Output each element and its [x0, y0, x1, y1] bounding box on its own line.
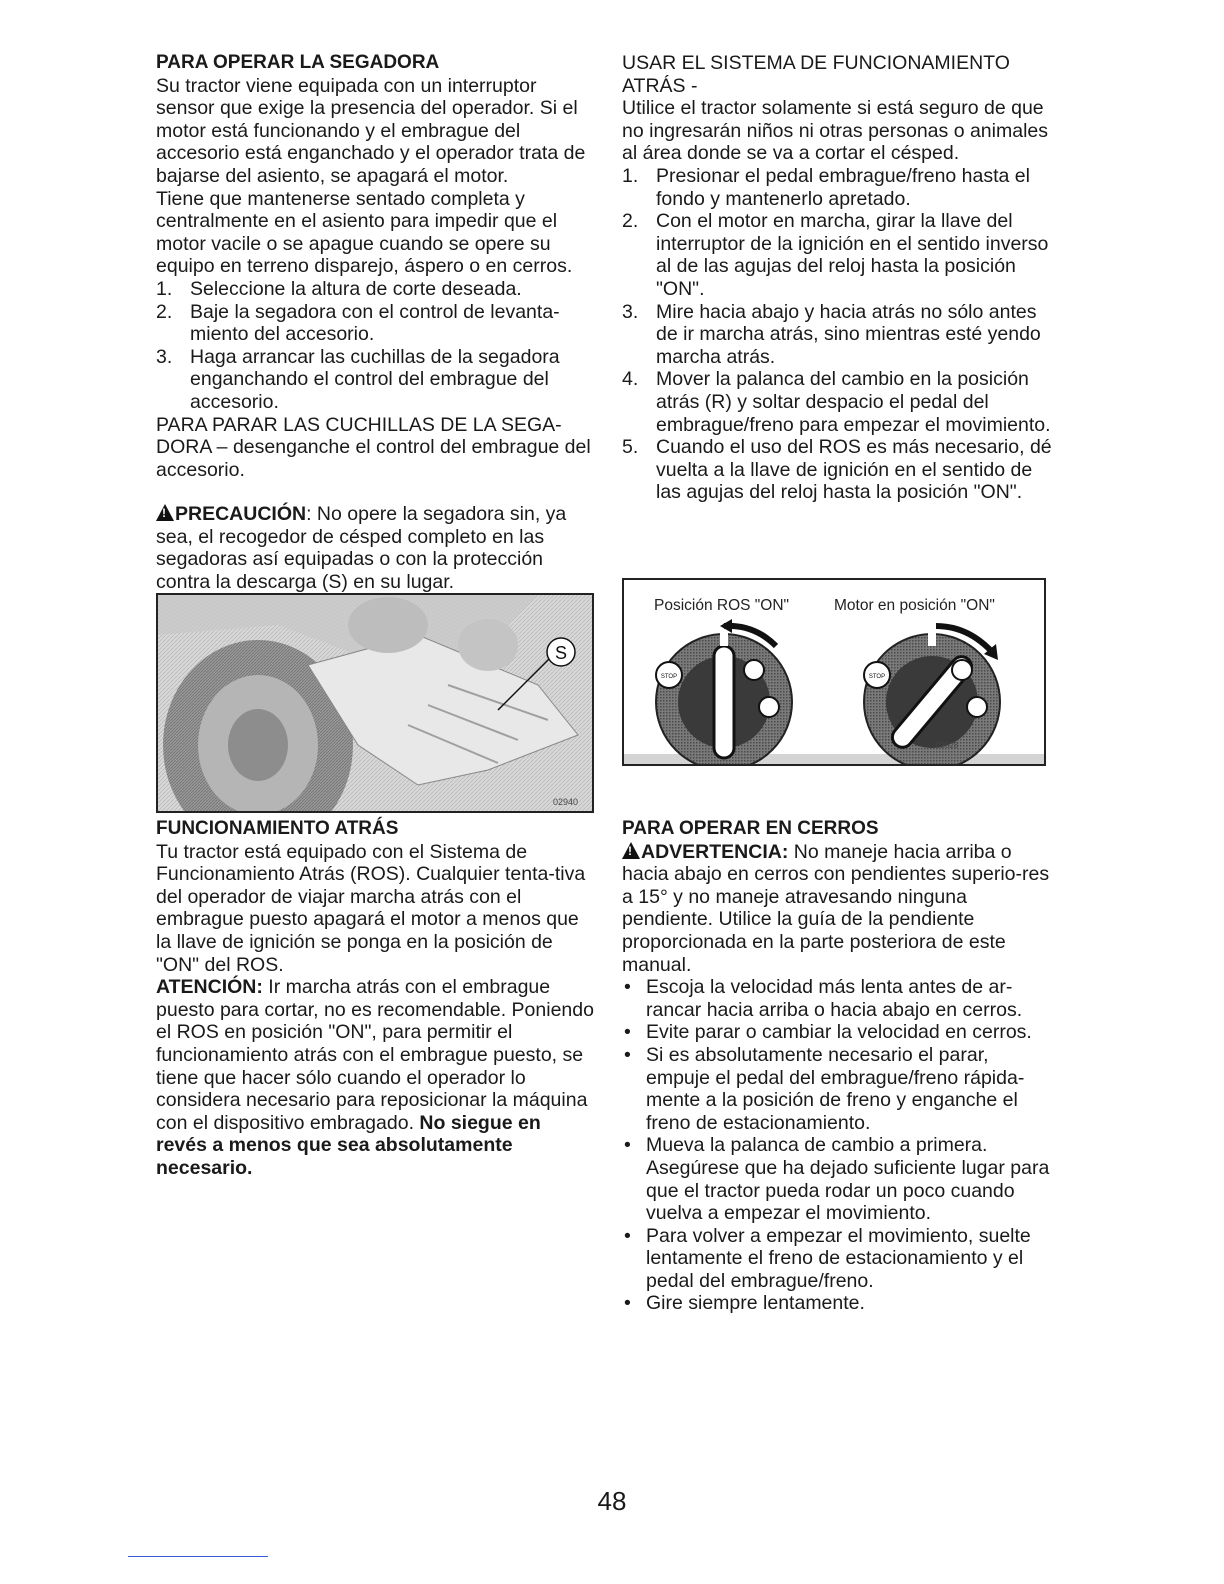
figure-ignition-positions [622, 578, 1046, 766]
ros-intro: Utilice el tractor solamente si está seguro de que no ingresarán niños ni otras personas o animales al área donde se va a cortar el césped. [622, 97, 1049, 165]
figure-discharge-guard [156, 593, 594, 813]
list-item: • Si es absolutamente necesario el parar, empuje el pedal del embrague/freno rápida-mente a la posición de freno y enganche el freno de estacionamiento. [622, 1044, 1054, 1134]
list-item: 4. Mover la palanca del cambio en la posición atrás (R) y soltar despacio el pedal del embrague/freno para empezar el movimiento. [622, 368, 1051, 436]
callout-s: S [554, 643, 568, 663]
left-column [156, 52, 596, 594]
attention-text: Ir marcha atrás con el embrague puesto para cortar, no es recomendable. Poniendo el ROS en posición "ON", para permitir el funcionamiento atrás con el embrague puesto, se tiene que hacer sólo cuando el operador lo considera necesario para reposicionar la máquina con el dispositivo embragado. [156, 976, 594, 1134]
warning-label: ADVERTENCIA: [641, 840, 789, 863]
stop-label-2: STOP [868, 674, 886, 680]
page-number: 48 [597, 1486, 627, 1516]
list-item: • Escoja la velocidad más lenta antes de ar-rancar hacia arriba o hacia abajo en cerros. [622, 976, 1054, 1021]
operate-para-2: Tiene que mantenerse sentado completa y centralmente en el asiento para impedir que el motor vacile o se apague cuando se opere su equipo en terreno disparejo, áspero o en cerros. [156, 187, 573, 278]
label-ros-on: Posición ROS "ON" [654, 597, 790, 614]
ros-steps [622, 165, 1054, 504]
list-item: 1. Presionar el pedal embrague/freno hasta el fondo y mantenerlo apretado. [622, 164, 1030, 210]
figure-code: 02940 [553, 797, 579, 807]
stop-label: STOP [660, 674, 678, 680]
operate-para-1: Su tractor viene equipada con un interruptor sensor que exige la presencia del operador. Si el motor está funcionando y el embrague del accesorio está enganchado y el operador trata de bajarse del asiento, se apagará el motor. [156, 74, 586, 187]
figure2-code: 02828 [936, 741, 959, 750]
caution-block [156, 503, 596, 593]
ros-heading: USAR EL SISTEMA DE FUNCIONAMIENTO ATRÁS - [622, 52, 1010, 97]
ignition-motor-icon [864, 626, 1000, 764]
warning-triangle-icon [622, 842, 640, 859]
list-item: • Para volver a empezar el movimiento, suelte lentamente el freno de estacionamiento y el pedal del embrague/freno. [622, 1225, 1054, 1293]
reverse-heading: FUNCIONAMIENTO ATRÁS [156, 818, 399, 839]
label-motor-on: Motor en posición "ON" [834, 597, 995, 614]
reverse-para: Tu tractor está equipado con el Sistema de Funcionamiento Atrás (ROS). Cualquier tenta-tiva del operador de viajar marcha atrás con el embrague puesto apagará el motor a menos que la llave de ignición se ponga en la posición de "ON" del ROS. [156, 840, 586, 976]
list-item: • Evite parar o cambiar la velocidad en cerros. [622, 1021, 1054, 1044]
operate-heading: PARA OPERAR LA SEGADORA [156, 52, 440, 73]
hills-bullets [622, 976, 1054, 1315]
hills-heading: PARA OPERAR EN CERROS [622, 818, 879, 839]
warning-block [622, 841, 1054, 977]
right-column-lower [622, 818, 1054, 1315]
ignition-illustration [624, 580, 1044, 764]
attention-label: ATENCIÓN: [156, 976, 263, 999]
list-item: 1. Seleccione la altura de corte deseada. [156, 277, 522, 300]
list-item: 5. Cuando el uso del ROS es más necesario, dé vuelta a la llave de ignición en el sentido de las agujas del reloj hasta la posición "ON". [622, 436, 1052, 504]
warning-triangle-icon [156, 504, 174, 521]
list-item: 3. Mire hacia abajo y hacia atrás no sólo antes de ir marcha atrás, sino mientras esté yendo marcha atrás. [622, 300, 1041, 368]
right-column [622, 52, 1054, 504]
list-item: • Gire siempre lentamente. [622, 1292, 1054, 1315]
list-item: 2. Con el motor en marcha, girar la llave del interruptor de la ignición en el sentido inverso al de las agujas del reloj hasta la posición "ON". [622, 210, 1049, 300]
list-item: 2. Baje la segadora con el control de levanta-miento del accesorio. [156, 300, 560, 346]
caution-label: PRECAUCIÓN [175, 503, 307, 526]
warning-text: No maneje hacia arriba o hacia abajo en cerros con pendientes superio-res a 15° y no maneje atravesando ninguna pendiente. Utilice la guía de la pendiente proporcionada en la parte posteriora de este manual. [622, 840, 1050, 976]
list-item: 3. Haga arrancar las cuchillas de la segadora enganchando el control del embrague del accesorio. [156, 345, 560, 413]
ignition-ros-icon [656, 619, 792, 764]
list-item: • Mueva la palanca de cambio a primera. Asegúrese que ha dejado suficiente lugar para que el tractor pueda rodar un poco cuando vuelva a empezar el movimiento. [622, 1134, 1054, 1224]
stop-blades-text: PARA PARAR LAS CUCHILLAS DE LA SEGA-DORA – desenganche el control del embrague del accesorio. [156, 413, 591, 481]
attention-bold: No siegue en revés a menos que sea absolutamente necesario. [156, 1111, 541, 1179]
mower-illustration [158, 595, 592, 811]
attention-block [156, 976, 596, 1179]
caution-text: : No opere la segadora sin, ya sea, el recogedor de césped completo en las segadoras así equipadas o con la protección contra la descarga (S) en su lugar. [156, 503, 567, 594]
operate-steps [156, 278, 596, 414]
left-column-lower [156, 818, 596, 1180]
footer-rule [128, 1556, 268, 1557]
